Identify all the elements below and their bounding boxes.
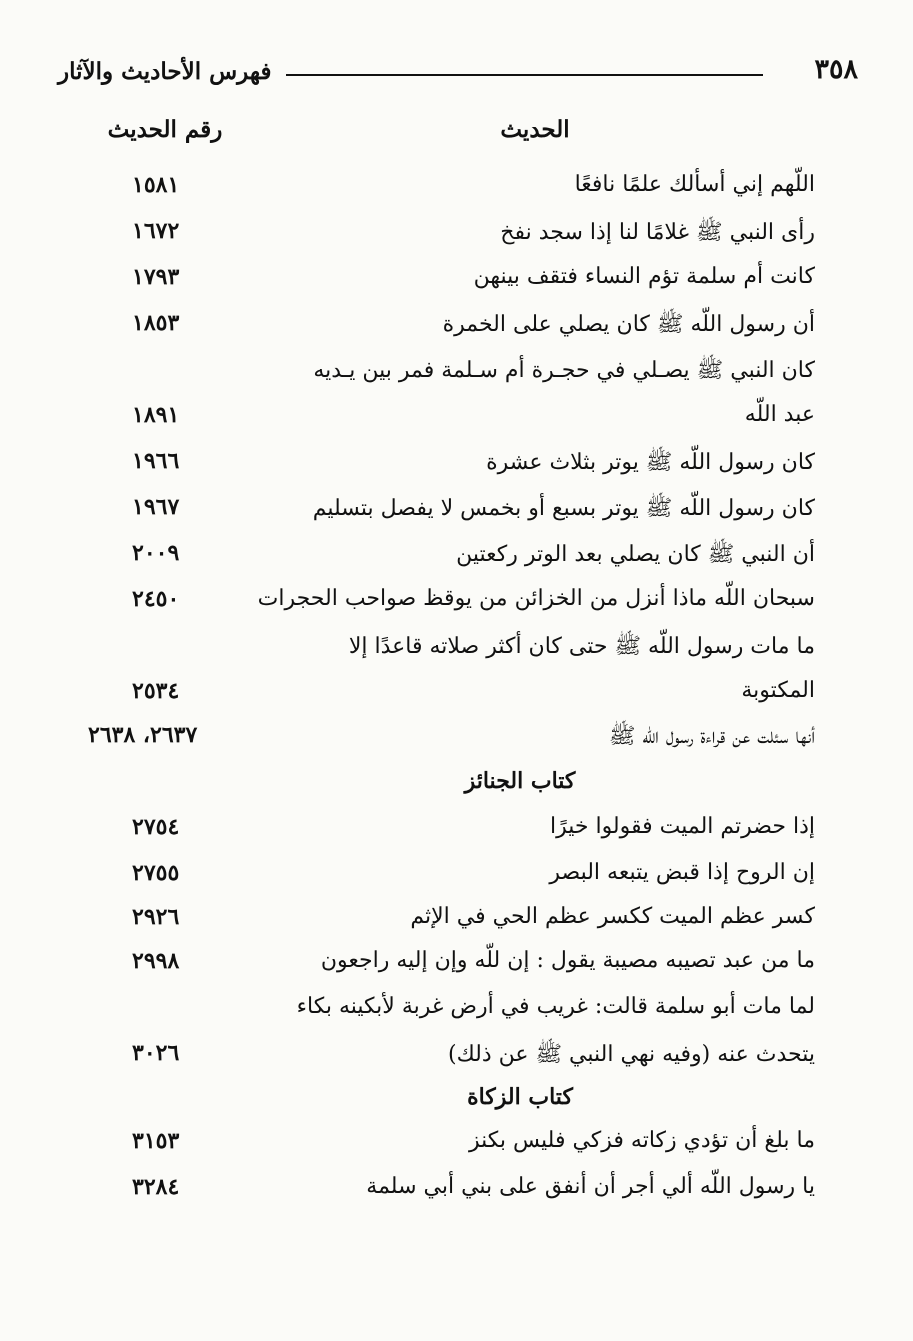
hadith-number: ٣٠٢٦ [132, 1040, 180, 1066]
page-number: ٣٥٨ [814, 54, 858, 85]
hadith-number: ٢٩٩٨ [132, 948, 180, 974]
hadith-text: يتحدث عنه (وفيه نهي النبي ﷺ عن ذلك) [448, 1042, 815, 1067]
index-row [60, 1174, 815, 1218]
index-row [60, 586, 815, 630]
hadith-text: يا رسول اللّه ألي أجر أن أنفق على بني أبي سلمة [366, 1174, 815, 1199]
hadith-text: اللّهم إني أسألك علمًا نافعًا [574, 172, 815, 197]
index-row [60, 494, 815, 538]
index-row [60, 722, 815, 766]
index-row [60, 356, 815, 400]
hadith-text: رأى النبي ﷺ غلامًا لنا إذا سجد نفخ [500, 220, 815, 245]
index-row [60, 264, 815, 308]
hadith-number: ٢٤٥٠ [132, 586, 180, 612]
hadith-text: كان رسول اللّه ﷺ يوتر بسبع أو بخمس لا يفصل بتسليم [312, 496, 815, 521]
hadith-number: ١٦٧٢ [132, 218, 180, 244]
index-row [60, 1040, 815, 1084]
index-row [60, 860, 815, 904]
hadith-number: ٢٥٣٤ [132, 678, 180, 704]
page-header [58, 52, 858, 96]
index-row [60, 448, 815, 492]
hadith-number: ٢٩٢٦ [132, 904, 180, 930]
hadith-text: المكتوبة [741, 678, 815, 703]
hadith-text: ما مات رسول اللّه ﷺ حتى كان أكثر صلاته قاعدًا إلا [348, 634, 815, 659]
index-row [60, 678, 815, 722]
index-row [60, 540, 815, 584]
index-row [60, 1128, 815, 1172]
hadith-text: كسر عظم الميت ككسر عظم الحي في الإثم [410, 904, 815, 929]
hadith-text: إذا حضرتم الميت فقولوا خيرًا [549, 814, 815, 839]
page-title: فهرس الأحاديث والآثار [58, 58, 272, 85]
hadith-text: أنها سئلت عن قراءة رسول اللّه ﷺ [608, 724, 815, 749]
column-header-hadith: الحديث [500, 116, 570, 143]
index-row [60, 814, 815, 858]
hadith-text: عبد اللّه [744, 402, 815, 427]
hadith-number: ٢٧٥٤ [132, 814, 180, 840]
section-heading-zakat: كتاب الزكاة [467, 1084, 573, 1110]
hadith-text: كان رسول اللّه ﷺ يوتر بثلاث عشرة [486, 450, 815, 475]
hadith-number: ١٨٩١ [132, 402, 180, 428]
hadith-number: ١٨٥٣ [132, 310, 180, 336]
index-row [60, 904, 815, 948]
hadith-number: ٣٢٨٤ [132, 1174, 180, 1200]
hadith-text: كان النبي ﷺ يصـلي في حجـرة أم سـلمة فمر بين يـديه [313, 358, 815, 383]
header-rule [286, 74, 763, 76]
hadith-number: ١٩٦٦ [132, 448, 180, 474]
hadith-number: ١٩٦٧ [132, 494, 180, 520]
hadith-text: سبحان اللّه ماذا أنزل من الخزائن من يوقظ صواحب الحجرات [257, 586, 815, 611]
hadith-number: ٢٠٠٩ [132, 540, 180, 566]
index-row [60, 310, 815, 354]
section-heading-janaiz: كتاب الجنائز [464, 768, 576, 794]
hadith-number: ٢٦٣٧، ٢٦٣٨ [88, 722, 198, 748]
column-header-number: رقم الحديث [107, 116, 223, 143]
index-row [60, 402, 815, 446]
hadith-number: ١٥٨١ [132, 172, 180, 198]
hadith-number: ١٧٩٣ [132, 264, 180, 290]
hadith-text: أن رسول اللّه ﷺ كان يصلي على الخمرة [442, 312, 815, 337]
index-row [60, 172, 815, 216]
hadith-text: كانت أم سلمة تؤم النساء فتقف بينهن [473, 264, 815, 289]
index-row [60, 632, 815, 676]
hadith-text: أن النبي ﷺ كان يصلي بعد الوتر ركعتين [456, 542, 815, 567]
index-row [60, 994, 815, 1038]
index-row [60, 948, 815, 992]
hadith-text: ما بلغ أن تؤدي زكاته فزكي فليس بكنز [468, 1128, 815, 1153]
hadith-text: ما من عبد تصيبه مصيبة يقول : إن للّه وإن إليه راجعون [320, 948, 815, 973]
hadith-text: لما مات أبو سلمة قالت: غريب في أرض غربة لأبكينه بكاء [296, 994, 815, 1019]
hadith-number: ٢٧٥٥ [132, 860, 180, 886]
hadith-number: ٣١٥٣ [132, 1128, 180, 1154]
index-row [60, 218, 815, 262]
hadith-text: إن الروح إذا قبض يتبعه البصر [549, 860, 815, 885]
